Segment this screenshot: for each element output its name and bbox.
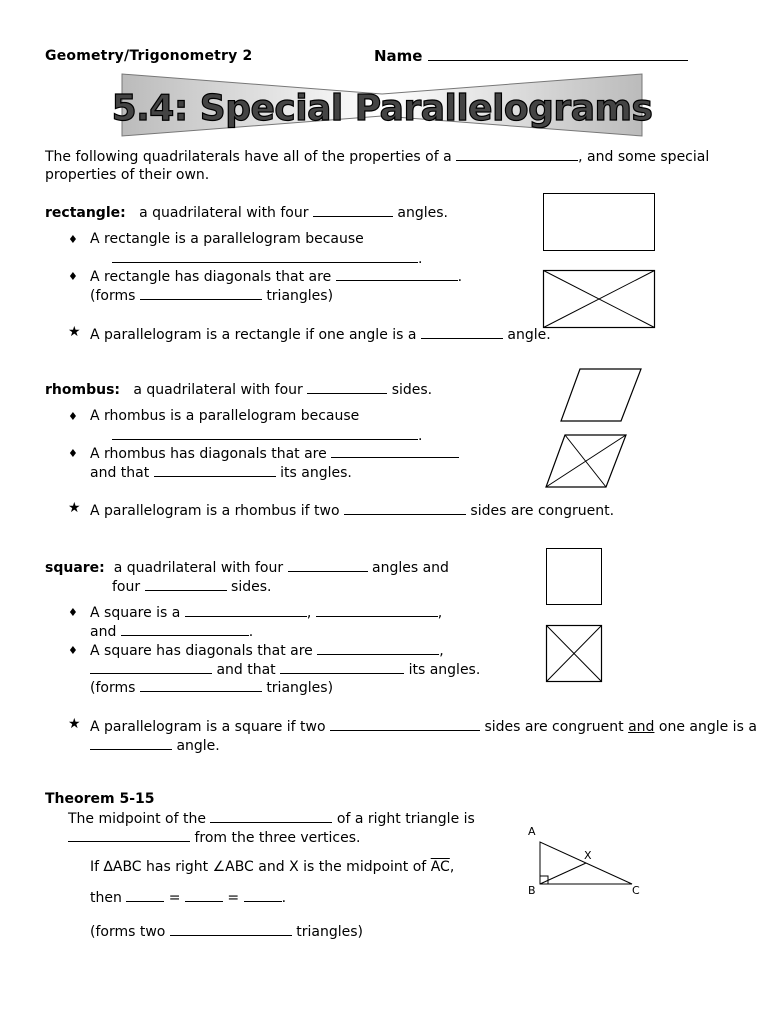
- rectangle-b1-blank[interactable]: [112, 250, 418, 263]
- right-triangle-figure: [520, 822, 650, 898]
- midpoint-x-label: X: [584, 849, 592, 862]
- square-bullet-2-line-2: and that its angles.: [90, 661, 480, 679]
- vertex-a-label: A: [528, 825, 536, 838]
- rectangle-bullet-1-line-2: .: [112, 250, 422, 268]
- rhombus-def-blank[interactable]: [307, 381, 387, 394]
- rhombus-bullet-1: A rhombus is a parallelogram because: [90, 408, 360, 424]
- rectangle-def-blank[interactable]: [313, 204, 393, 217]
- intro-blank[interactable]: [456, 148, 578, 161]
- rhombus-bullet-2-line-2: and that its angles.: [90, 465, 352, 481]
- square-def-blank-1[interactable]: [288, 559, 368, 572]
- square-bullet-1: A square is a , ,: [90, 605, 443, 621]
- square-figure: [546, 548, 604, 606]
- square-star-blank-2[interactable]: [90, 737, 172, 750]
- rhombus-definition: rhombus: a quadrilateral with four sides.: [45, 382, 433, 398]
- diamond-bullet-icon: ♦: [68, 447, 78, 460]
- rectangle-forms-blank[interactable]: [140, 287, 262, 300]
- square-b1-blank-3[interactable]: [121, 623, 249, 636]
- rhombus-b1-blank[interactable]: [112, 427, 418, 440]
- theorem-title: Theorem 5-15: [45, 791, 155, 807]
- star-bullet-icon: ★: [68, 500, 81, 516]
- rectangle-bullet-2: A rectangle has diagonals that are .: [90, 269, 463, 285]
- name-label: [374, 47, 688, 65]
- rhombus-term: rhombus:: [45, 382, 120, 398]
- rhombus-bullet-1-line-2: .: [112, 427, 422, 445]
- title-banner: [111, 72, 653, 138]
- diamond-bullet-icon: ♦: [68, 270, 78, 283]
- rectangle-term: rectangle:: [45, 205, 126, 221]
- rectangle-diagonals-figure: [543, 270, 657, 330]
- square-term: square:: [45, 560, 105, 576]
- rhombus-star-blank[interactable]: [344, 502, 466, 515]
- square-b2-blank-1[interactable]: [317, 642, 439, 655]
- then-blank-1[interactable]: [126, 889, 164, 902]
- then-blank-3[interactable]: [244, 889, 282, 902]
- rhombus-b2-blank-2[interactable]: [154, 464, 276, 477]
- square-diagonals-figure: [546, 625, 604, 683]
- name-label-text: Name: [374, 47, 423, 65]
- vertex-c-label: C: [632, 884, 640, 897]
- theorem-forms-line: (forms two triangles): [90, 924, 363, 940]
- square-star-line-2: angle.: [90, 737, 220, 755]
- square-definition: square: a quadrilateral with four angles and: [45, 560, 449, 576]
- name-field[interactable]: [428, 48, 688, 61]
- square-forms-blank[interactable]: [140, 679, 262, 692]
- rectangle-definition: rectangle: a quadrilateral with four angles.: [45, 205, 448, 221]
- theorem-blank-1[interactable]: [210, 810, 332, 823]
- rectangle-star-blank[interactable]: [421, 326, 503, 339]
- theorem-then-line: then = = .: [90, 890, 287, 906]
- diamond-bullet-icon: ♦: [68, 410, 78, 423]
- rhombus-star: A parallelogram is a rhombus if two sides are congruent.: [90, 503, 615, 519]
- square-b1-blank-1[interactable]: [185, 604, 307, 617]
- square-b2-blank-2[interactable]: [90, 661, 212, 674]
- square-star-blank-1[interactable]: [330, 718, 480, 731]
- theorem-line-1: The midpoint of the of a right triangle is: [68, 811, 475, 827]
- square-bullet-1-line-2: and .: [90, 624, 254, 640]
- rectangle-bullet-1: A rectangle is a parallelogram because: [90, 231, 364, 247]
- square-b1-blank-2[interactable]: [316, 604, 438, 617]
- rhombus-bullet-2: A rhombus has diagonals that are: [90, 445, 459, 463]
- square-def-blank-2[interactable]: [145, 578, 227, 591]
- theorem-if-line: If ∆ABC has right ∠ABC and X is the midpoint of $\overline{AC}$,: [90, 859, 455, 875]
- square-definition-line-2: four sides.: [112, 579, 272, 595]
- square-bullet-2-line-3: (forms triangles): [90, 680, 334, 696]
- rhombus-b2-blank[interactable]: [331, 445, 459, 458]
- segment-ac: $\overline{AC}$: [430, 859, 450, 875]
- star-bullet-icon: ★: [68, 716, 81, 732]
- page-title: 5.4: Special Parallelograms: [111, 88, 653, 129]
- theorem-forms-blank[interactable]: [170, 923, 292, 936]
- intro-line-2: properties of their own.: [45, 167, 210, 183]
- rectangle-bullet-2-line-2: (forms triangles): [90, 288, 334, 304]
- rhombus-diagonals-figure: [545, 434, 629, 490]
- square-b2-blank-3[interactable]: [280, 661, 404, 674]
- star-bullet-icon: ★: [68, 324, 81, 340]
- diamond-bullet-icon: ♦: [68, 233, 78, 246]
- then-blank-2[interactable]: [185, 889, 223, 902]
- theorem-line-2: from the three vertices.: [68, 829, 360, 847]
- intro-line-1: The following quadrilaterals have all of the properties of a , and some special: [45, 149, 710, 165]
- diamond-bullet-icon: ♦: [68, 606, 78, 619]
- rectangle-figure: [543, 193, 657, 253]
- rectangle-b2-blank[interactable]: [336, 268, 458, 281]
- vertex-b-label: B: [528, 884, 536, 897]
- diamond-bullet-icon: ♦: [68, 644, 78, 657]
- rhombus-figure: [560, 368, 644, 424]
- course-label: Geometry/Trigonometry 2: [45, 48, 253, 64]
- theorem-blank-2[interactable]: [68, 829, 190, 842]
- square-bullet-2: A square has diagonals that are ,: [90, 643, 444, 659]
- square-star: A parallelogram is a square if two sides are congruent and one angle is a: [90, 719, 757, 735]
- rectangle-star: A parallelogram is a rectangle if one angle is a angle.: [90, 327, 551, 343]
